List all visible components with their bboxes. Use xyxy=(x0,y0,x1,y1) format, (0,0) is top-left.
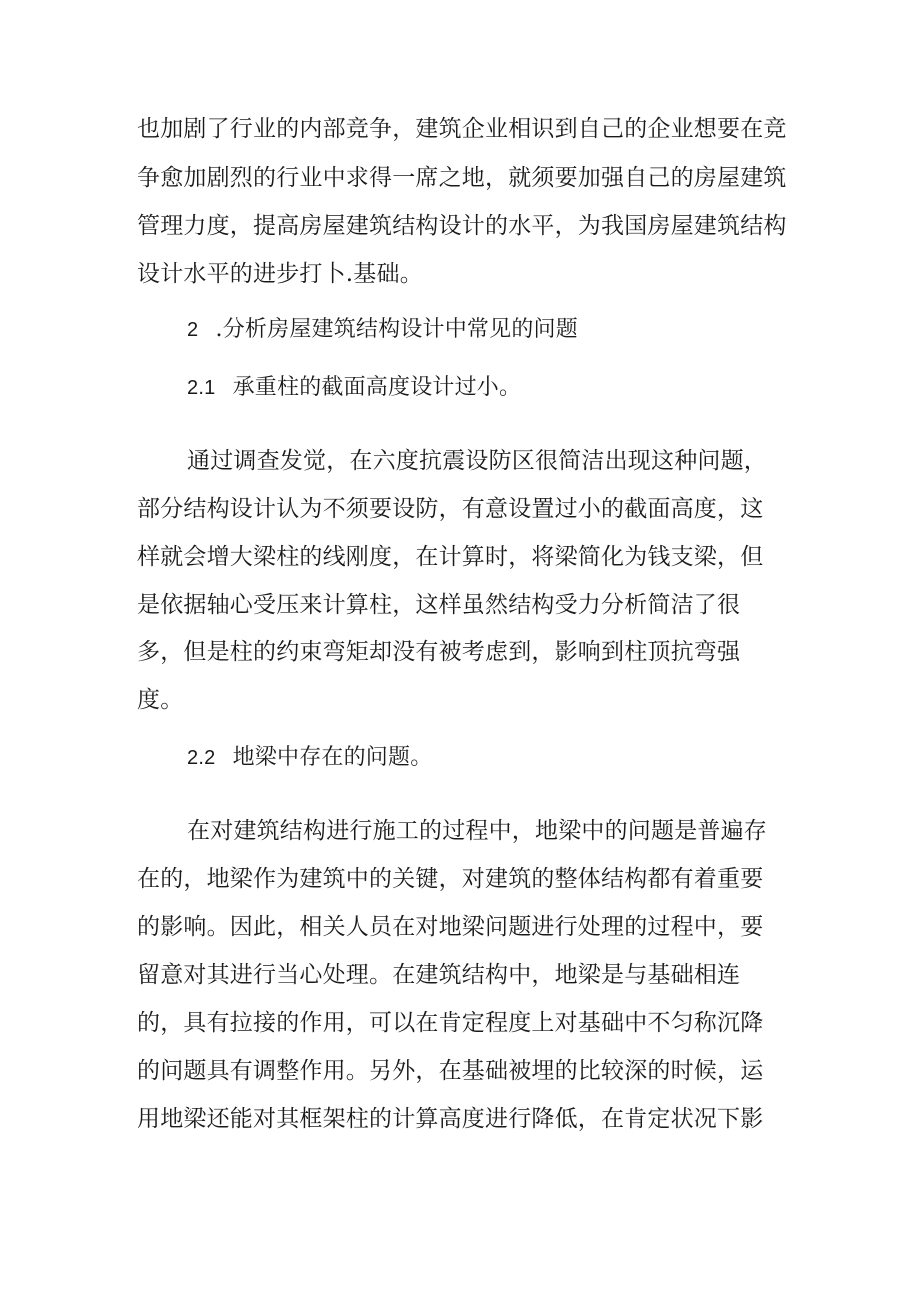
section-number: 2.1 xyxy=(187,377,216,399)
section-number: 2 xyxy=(187,319,199,341)
text-line: 管理力度，提高房屋建筑结构设计的水平，为我国房屋建筑结构 xyxy=(137,213,787,239)
text-line: 部分结构设计认为不须要设防，有意设置过小的截面高度，这 xyxy=(137,496,764,522)
text-line: 通过调查发觉，在六度抗震设防区很简洁出现这种问题， xyxy=(187,448,767,474)
text-line: 用地梁还能对其框架柱的计算高度进行降低，在肯定状况下影 xyxy=(137,1106,764,1132)
text-line: 的问题具有调整作用。另外，在基础被埋的比较深的时候，运 xyxy=(137,1058,764,1084)
text-line: 在对建筑结构进行施工的过程中，地梁中的问题是普遍存 xyxy=(187,818,767,844)
text-line: 度。 xyxy=(137,687,184,713)
section-heading-2-2 xyxy=(187,743,432,773)
text-line: 在的，地梁作为建筑中的关键，对建筑的整体结构都有着重要 xyxy=(137,866,764,892)
text-line: 的影响。因此，相关人员在对地梁问题进行处理的过程中，要 xyxy=(137,914,764,940)
text-line: 争愈加剧烈的行业中求得一席之地，就须要加强自己的房屋建筑 xyxy=(137,165,787,191)
section-heading-2 xyxy=(187,315,578,345)
text-line: 多，但是柱的约束弯矩却没有被考虑到，影响到柱顶抗弯强 xyxy=(137,639,741,665)
section-title: 地梁中存在的问题。 xyxy=(232,745,433,770)
text-line: 也加剧了行业的内部竞争，建筑企业相识到自己的企业想要在竞 xyxy=(137,116,787,142)
section-number: 2.2 xyxy=(187,747,216,769)
text-line: 设计水平的进步打卜.基础。 xyxy=(137,261,423,287)
section-title: .分析房屋建筑结构设计中常见的问题 xyxy=(215,317,578,342)
text-line: 是依据轴心受压来计算柱，这样虽然结构受力分析简洁了很 xyxy=(137,592,741,618)
section-heading-2-1 xyxy=(187,373,521,403)
text-line: 的，具有拉接的作用，可以在肯定程度上对基础中不匀称沉降 xyxy=(137,1010,764,1036)
text-line: 留意对其进行当心处理。在建筑结构中，地梁是与基础相连 xyxy=(137,962,741,988)
text-line: 样就会增大梁柱的线刚度，在计算时，将梁简化为钱支梁，但 xyxy=(137,544,764,570)
section-title: 承重柱的截面高度设计过小。 xyxy=(232,375,522,400)
